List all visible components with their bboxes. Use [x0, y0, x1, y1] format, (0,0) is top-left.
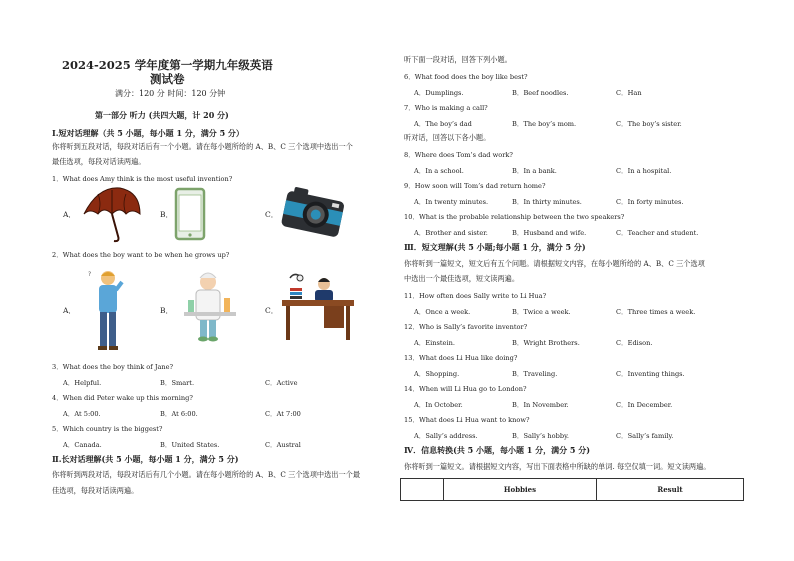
q10-option-c: C．Teacher and student. — [616, 229, 699, 237]
question-4: 4．When did Peter wake up this morning? — [52, 394, 193, 402]
q9-option-a: A．In twenty minutes. — [414, 198, 489, 206]
q13-option-a: A．Shopping. — [414, 370, 460, 378]
section4-title: Ⅳ．信息转换(共 5 小题，每小题 1 分，满分 5 分) — [404, 445, 591, 455]
q1-option-b-label: B． — [160, 210, 174, 219]
q8-option-c: C．In a hospital. — [616, 167, 672, 175]
q7-option-b: B．The boy’s mom. — [512, 120, 577, 128]
q2-option-a-label: A． — [63, 306, 76, 315]
q5-option-b: B．United States. — [160, 441, 220, 449]
smartphone-icon — [174, 187, 206, 241]
q10-option-a: A．Brother and sister. — [414, 229, 488, 237]
question-2: 2．What does the boy want to be when he grows up? — [52, 251, 230, 259]
q13-option-c: C．Inventing things. — [616, 370, 685, 378]
question-3: 3．What does the boy think of Jane? — [52, 363, 174, 371]
title-line1: 2024-2025 学年度第一学期九年级英语 — [62, 58, 273, 72]
q15-option-c: C．Sally’s family. — [616, 432, 674, 440]
q14-option-c: C．In December. — [616, 401, 673, 409]
question-8: 8．Where does Tom’s dad work? — [404, 151, 513, 159]
q4-option-c: C．At 7:00 — [265, 410, 301, 418]
q8-option-a: A．In a school. — [414, 167, 464, 175]
q5-option-a: A．Canada. — [63, 441, 102, 449]
section2-title: Ⅱ.长对话理解(共 5 小题，每小题 1 分，满分 5 分) — [52, 454, 239, 464]
q12-option-c: C．Edison. — [616, 339, 653, 347]
question-10: 10．What is the probable relationship between the two speakers? — [404, 213, 625, 221]
hobbies-table — [400, 478, 744, 501]
section2-continuation-2: 听对话，回答以下各小题。 — [404, 133, 491, 142]
exam-meta: 满分：120 分 时间：120 分钟 — [115, 89, 226, 98]
q12-option-b: B．Wright Brothers. — [512, 339, 580, 347]
section2-instr1: 你将听到两段对话，每段对话后有几个小题。请在每小题所给的 A、B、C 三个选项中选出一个最 — [52, 470, 361, 479]
q7-option-a: A．The boy’s dad — [414, 120, 472, 128]
section3-instr2: 中选出一个最佳选项，短文读两遍。 — [404, 274, 520, 283]
title-line2: 测试卷 — [150, 72, 185, 86]
q4-option-a: A．At 5:00. — [63, 410, 101, 418]
question-11: 11．How often does Sally write to Li Hua? — [404, 292, 547, 300]
q2-option-c-label: C． — [265, 306, 279, 315]
question-9: 9．How soon will Tom’s dad return home? — [404, 182, 546, 190]
question-14: 14．When will Li Hua go to London? — [404, 385, 527, 393]
question-13: 13．What does Li Hua like doing? — [404, 354, 518, 362]
q9-option-c: C．In forty minutes. — [616, 198, 684, 206]
table-cell-blank — [401, 479, 444, 501]
question-6: 6．What food does the boy like best? — [404, 73, 528, 81]
table-row — [401, 479, 744, 501]
q13-option-b: B．Traveling. — [512, 370, 558, 378]
umbrella-icon — [80, 184, 144, 244]
q3-option-c: C．Active — [265, 379, 298, 387]
result-header: Result — [597, 479, 744, 501]
q1-option-c-label: C． — [265, 210, 279, 219]
q9-option-b: B．In thirty minutes. — [512, 198, 582, 206]
q11-option-c: C．Three times a week. — [616, 308, 696, 316]
q2-option-b-label: B． — [160, 306, 174, 315]
part-heading: 第一部分 听力 (共四大题，计 20 分) — [95, 110, 229, 120]
q14-option-a: A．In October. — [414, 401, 463, 409]
section2-continuation-1: 听下面一段对话，回答下列小题。 — [404, 55, 512, 64]
section3-instr1: 你将听到一篇短文，短文后有五个问题。请根据短文内容，在每小题所给的 A、B、C 三个选项 — [404, 259, 705, 268]
q1-option-a-label: A． — [63, 210, 76, 219]
thinking-man-icon — [88, 266, 128, 354]
section1-instr1: 你将听到五段对话，每段对话后有一个小题。请在每小题所给的 A、B、C 三个选项中选出一个 — [52, 142, 353, 151]
question-5: 5．Which country is the biggest? — [52, 425, 163, 433]
section1-instr2: 最佳选项，每段对话读两遍。 — [52, 157, 146, 166]
q14-option-b: B．In November. — [512, 401, 569, 409]
question-12: 12．Who is Sally’s favorite inventor? — [404, 323, 528, 331]
q6-option-c: C．Han — [616, 89, 642, 97]
camera-icon — [278, 186, 348, 240]
scientist-icon — [178, 268, 240, 342]
svg-text:?: ? — [88, 271, 92, 278]
q4-option-b: B．At 6:00. — [160, 410, 198, 418]
q6-option-a: A．Dumplings. — [414, 89, 464, 97]
q6-option-b: B．Beef noodles. — [512, 89, 569, 97]
hobbies-header: Hobbies — [444, 479, 597, 501]
section2-instr2: 佳选项，每段对话读两遍。 — [52, 486, 139, 495]
section3-title: Ⅲ．短文理解(共 5 小题;每小题 1 分，满分 5 分) — [404, 242, 586, 252]
writer-at-desk-icon — [280, 270, 356, 344]
question-15: 15．What does Li Hua want to know? — [404, 416, 530, 424]
q12-option-a: A．Einstein. — [414, 339, 455, 347]
q10-option-b: B．Husband and wife. — [512, 229, 587, 237]
question-7: 7．Who is making a call? — [404, 104, 488, 112]
section1-title: Ⅰ.短对话理解（共 5 小题，每小题 1 分，满分 5 分） — [52, 128, 244, 138]
q3-option-a: A．Helpful. — [63, 379, 102, 387]
q15-option-b: B．Sally’s hobby. — [512, 432, 570, 440]
q7-option-c: C．The boy’s sister. — [616, 120, 682, 128]
q3-option-b: B．Smart. — [160, 379, 195, 387]
q11-option-a: A．Once a week. — [414, 308, 471, 316]
section4-instr: 你将听到一篇短文。请根据短文内容，写出下面表格中所缺的单词. 每空仅填一词。短文读两遍。 — [404, 462, 711, 471]
q11-option-b: B．Twice a week. — [512, 308, 571, 316]
question-1: 1．What does Amy think is the most useful invention? — [52, 175, 233, 183]
q8-option-b: B．In a bank. — [512, 167, 557, 175]
q5-option-c: C．Austral — [265, 441, 301, 449]
q15-option-a: A．Sally’s address. — [414, 432, 478, 440]
